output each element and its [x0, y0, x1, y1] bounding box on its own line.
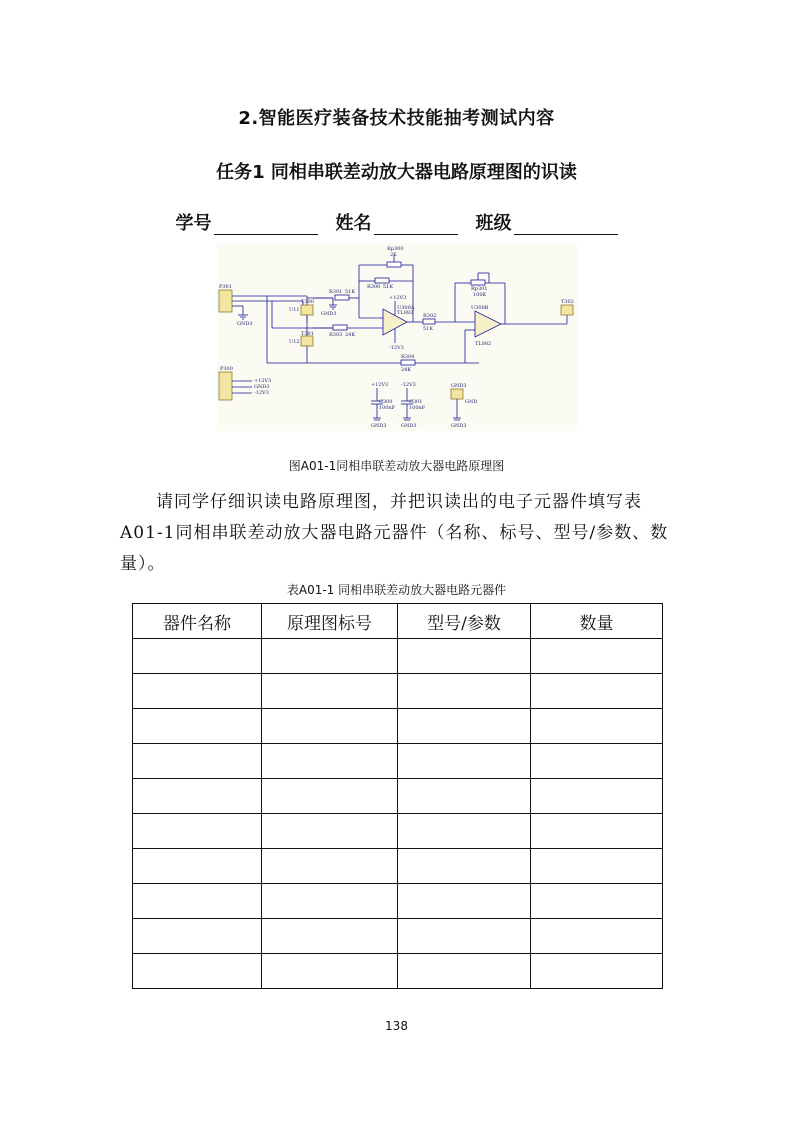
label-r303: R303	[329, 332, 343, 338]
table-row	[133, 814, 663, 849]
name-label: 姓名	[335, 213, 372, 234]
section-title: 2.智能医疗装备技术技能抽考测试内容	[238, 108, 555, 129]
label-c301-val: 100nF	[409, 405, 426, 411]
table-cell[interactable]	[133, 954, 262, 989]
table-cell[interactable]	[133, 709, 262, 744]
table-cell[interactable]	[531, 919, 663, 954]
table-cell[interactable]	[262, 709, 398, 744]
table-cell[interactable]	[133, 779, 262, 814]
table-cell[interactable]	[133, 744, 262, 779]
table-row	[133, 709, 663, 744]
table-cell[interactable]	[398, 919, 531, 954]
table-cell[interactable]	[262, 639, 398, 674]
table-cell[interactable]	[531, 779, 663, 814]
table-cell[interactable]	[133, 849, 262, 884]
table-cell[interactable]	[398, 814, 531, 849]
table-cell[interactable]	[531, 674, 663, 709]
label-gnd3-tp: GND3	[451, 383, 467, 389]
table-cell[interactable]	[398, 779, 531, 814]
label-u11: U11	[289, 307, 300, 313]
label-u12: U12	[289, 339, 300, 345]
table-cell[interactable]	[531, 709, 663, 744]
table-header-row	[133, 604, 663, 639]
table-row	[133, 849, 663, 884]
table-cell[interactable]	[262, 744, 398, 779]
label-vminus: -12V3	[389, 345, 404, 351]
label-vplus: +12V3	[389, 295, 407, 301]
table-body	[133, 639, 663, 989]
table-cell[interactable]	[133, 639, 262, 674]
student-id-label: 学号	[175, 213, 212, 234]
table-cell[interactable]	[398, 709, 531, 744]
table-cell[interactable]	[398, 849, 531, 884]
label-r302-val: 51K	[423, 326, 434, 332]
label-u300b-part: TL082	[475, 341, 492, 347]
label-gnd3: GND3	[321, 311, 337, 317]
label-tp-gnd: GND3	[451, 423, 467, 429]
label-r303-val: 24K	[345, 332, 356, 338]
table-row	[133, 639, 663, 674]
student-id-field[interactable]	[176, 209, 318, 235]
table-cell[interactable]	[398, 884, 531, 919]
class-blank[interactable]	[514, 214, 618, 235]
table-cell[interactable]	[133, 814, 262, 849]
name-field[interactable]	[336, 209, 458, 235]
table-cell[interactable]	[398, 639, 531, 674]
table-row	[133, 919, 663, 954]
label-c300-gnd: GND3	[371, 423, 387, 429]
label-c301-vminus: -12V3	[401, 382, 416, 388]
label-c300-val: 100nF	[379, 405, 396, 411]
class-label: 班级	[475, 213, 512, 234]
label-u300a: U300A	[397, 305, 415, 311]
label-r301: R301	[329, 289, 343, 295]
table-cell[interactable]	[262, 814, 398, 849]
label-r304-val: 24K	[401, 367, 412, 373]
student-id-blank[interactable]	[214, 214, 318, 235]
label-t301: T301	[301, 331, 314, 337]
table-cell[interactable]	[398, 954, 531, 989]
label-c300-vplus: +12V3	[371, 382, 389, 388]
label-p300-vminus: -12V3	[254, 390, 269, 396]
table-cell[interactable]	[262, 954, 398, 989]
header-model-param: 型号/参数	[398, 604, 531, 639]
table-cell[interactable]	[531, 849, 663, 884]
table-cell[interactable]	[133, 884, 262, 919]
figure-caption: 图A01-1同相串联差动放大器电路原理图	[288, 459, 505, 473]
header-quantity: 数量	[531, 604, 663, 639]
label-rp300-val: 2K	[390, 252, 397, 258]
label-p300: P300	[220, 366, 233, 372]
table-cell[interactable]	[262, 674, 398, 709]
table-cell[interactable]	[398, 744, 531, 779]
label-r304: R304	[401, 354, 415, 360]
label-r301-val: 51K	[345, 289, 356, 295]
name-blank[interactable]	[374, 214, 458, 235]
table-row	[133, 884, 663, 919]
table-cell[interactable]	[531, 954, 663, 989]
table-cell[interactable]	[531, 744, 663, 779]
table-row	[133, 674, 663, 709]
label-c301-gnd: GND3	[401, 423, 417, 429]
table-cell[interactable]	[531, 814, 663, 849]
class-field[interactable]	[476, 209, 618, 235]
label-c301: C301	[409, 399, 423, 405]
label-u300b: U300B	[471, 305, 489, 311]
table-row	[133, 779, 663, 814]
table-cell[interactable]	[262, 849, 398, 884]
header-component-name: 器件名称	[133, 604, 262, 639]
label-p301: P301	[219, 284, 232, 290]
table-caption: 表A01-1 同相串联差动放大器电路元器件	[286, 583, 507, 597]
label-r300-val: 51K	[383, 284, 394, 290]
instruction-text: 请同学仔细识读电路原理图，并把识读出的电子元器件填写表A01-1同相串联差动放大器电路元器件（名称、标号、型号/参数、数量）。	[120, 492, 669, 574]
table-row	[133, 954, 663, 989]
label-c300: C300	[379, 399, 393, 405]
student-info-fields	[0, 209, 793, 235]
table-row	[133, 744, 663, 779]
table-cell[interactable]	[262, 779, 398, 814]
label-t300: T300	[301, 299, 314, 305]
task-title: 任务1 同相串联差动放大器电路原理图的识读	[216, 162, 577, 183]
circuit-schematic	[217, 243, 577, 431]
table-cell[interactable]	[531, 639, 663, 674]
label-gnd: GND	[465, 399, 478, 405]
page-number: 138	[385, 1019, 408, 1033]
label-r300: R300	[367, 284, 381, 290]
label-t302: T302	[561, 299, 574, 305]
label-u300a-part: TL082	[397, 310, 414, 316]
table-cell[interactable]	[133, 674, 262, 709]
label-rp301: Rp301	[471, 286, 488, 292]
table-cell[interactable]	[262, 919, 398, 954]
label-p301-gnd: GND3	[237, 321, 253, 327]
table-cell[interactable]	[133, 919, 262, 954]
components-table	[132, 603, 663, 989]
label-rp300: Rp300	[387, 246, 404, 252]
label-p300-gnd: GND3	[254, 384, 270, 390]
table-cell[interactable]	[398, 674, 531, 709]
label-p300-vplus: +12V3	[254, 378, 272, 384]
label-rp301-val: 100K	[473, 292, 487, 298]
header-schematic-ref: 原理图标号	[262, 604, 398, 639]
label-r302: R302	[423, 313, 437, 319]
table-cell[interactable]	[531, 884, 663, 919]
table-cell[interactable]	[262, 884, 398, 919]
